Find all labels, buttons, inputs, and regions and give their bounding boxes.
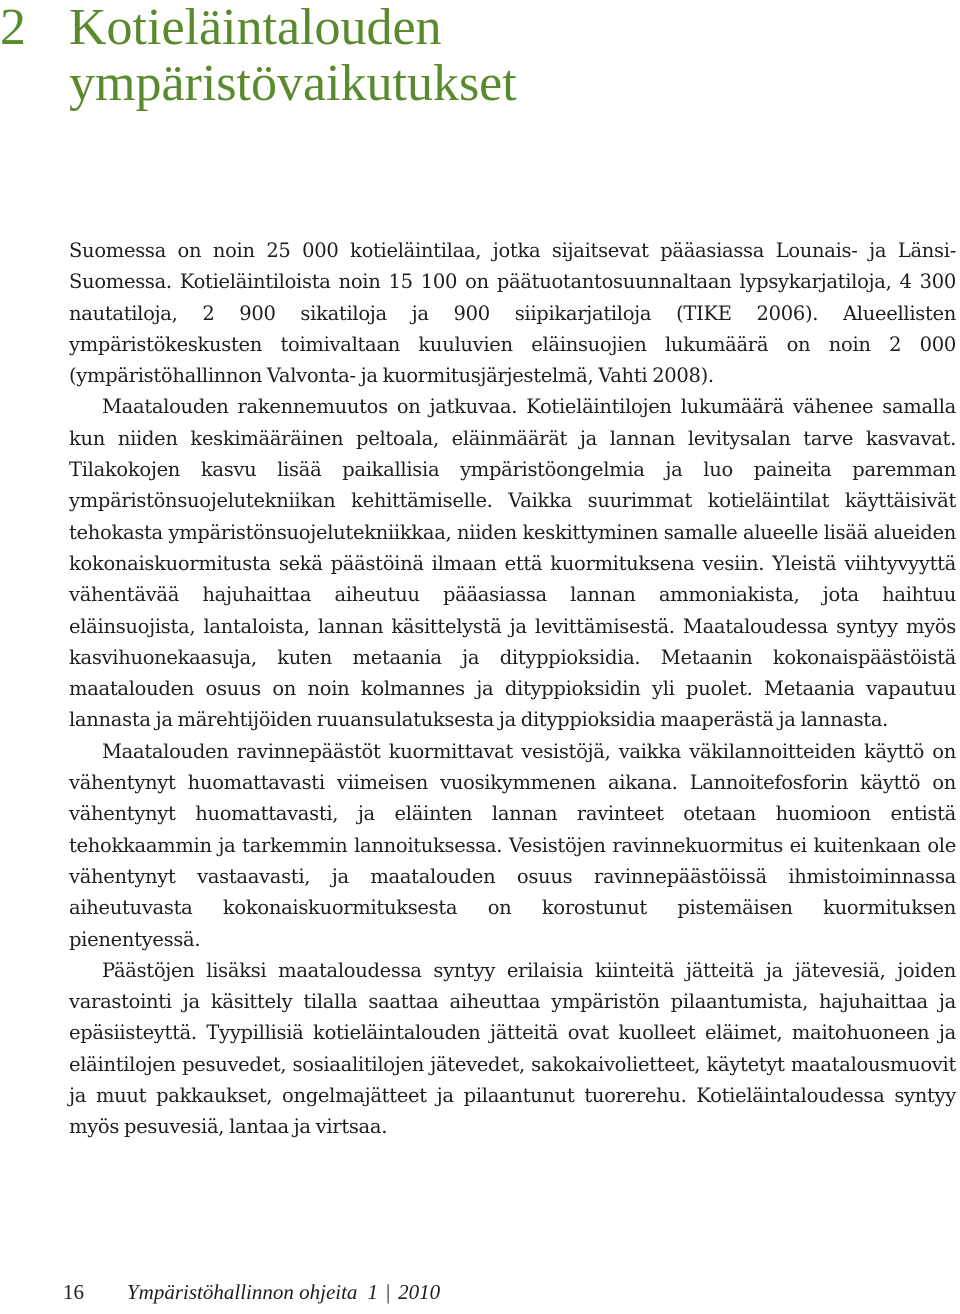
- publication-issue: 1: [367, 1280, 378, 1304]
- paragraph-4: Päästöjen lisäksi maataloudessa syntyy erilaisia kiinteitä jätteitä ja jätevesiä, joiden varastointi ja käsittely tilalla saattaa aiheuttaa ympäristön pilaantumista, hajuhaittaa ja epäsiisteyttä. Tyypillisiä kotieläintalouden jätteitä ovat kuolleet eläimet, maitohuoneen ja eläintilojen pesuvedet, sosiaalitilojen jätevedet, sakokaivolietteet, käytetyt maatalousmuovit ja muut pakkaukset, ongelmajätteet ja pilaantunut tuorerehu. Kotieläintaloudessa syntyy myös pesuvesiä, lantaa ja virtsaa.: [69, 958, 956, 1139]
- paragraph-1: Suomessa on noin 25 000 kotieläintilaa, jotka sijaitsevat pääasiassa Lounais- ja Länsi-Suomessa. Kotieläintiloista noin 15 100 on päätuotantosuunnaltaan lypsykarjatiloja, 4 300 nautatiloja, 2 900 sikatiloja ja 900 siipikarjatiloja (TIKE 2006). Alueellisten ympäristökeskusten toimivaltaan kuuluvien eläinsuojien lukumäärä on noin 2 000 (ympäristöhallinnon Valvonta- ja kuormitusjärjestelmä, Vahti 2008).: [69, 239, 956, 388]
- publication-name: Ympäristöhallinnon ohjeita: [127, 1280, 358, 1304]
- page-footer: [63, 1280, 440, 1310]
- paragraph-3: Maatalouden ravinnepäästöt kuormittavat vesistöjä, vaikka väkilannoitteiden käyttö on vähentynyt huomattavasti viimeisen vuosikymmenen aikana. Lannoitefosforin käyttö on vähentynyt huomattavasti, ja eläinten lannan ravinteet otetaan huomioon entistä tehokkaammin ja tarkemmin lannoituksessa. Vesistöjen ravinnekuormitus ei kuitenkaan ole vähentynyt vastaavasti, ja maatalouden osuus ravinnepäästöissä ihmistoiminnassa aiheutuvasta kokonaiskuormituksesta on korostunut pistemäisen kuormituksen pienentyessä.: [69, 739, 956, 951]
- body-text: [69, 235, 956, 1143]
- chapter-number: 2: [0, 0, 26, 56]
- paragraph-2: Maatalouden rakennemuutos on jatkuvaa. Kotieläintilojen lukumäärä vähenee samalla kun niiden keskimääräinen peltoala, eläinmäärät ja lannan levitysalan tarve kasvavat. Tilakokojen kasvu lisää paikallisia ympäristöongelmia ja luo paineita paremman ympäristönsuojelutekniikan kehittämiselle. Vaikka suurimmat kotieläintilat käyttäisivät tehokasta ympäristönsuojelutekniikkaa, niiden keskittyminen samalle alueelle lisää alueiden kokonaiskuormitusta sekä päästöinä ilmaan että kuormituksena vesiin. Yleistä viihtyvyyttä vähentävää hajuhaittaa aiheutuu pääasiassa lannan ammoniakista, jota haihtuu eläinsuojista, lantaloista, lannan käsittelystä ja levittämisestä. Maataloudessa syntyy myös kasvihuonekaasuja, kuten metaania ja dityppioksidia. Metaanin kokonaispäästöistä maatalouden osuus on noin kolmannes ja dityppioksidin yli puolet. Metaania vapautuu lannasta ja märehtijöiden ruuansulatuksesta ja dityppioksidia maaperästä ja lannasta.: [69, 395, 956, 732]
- footer-separator: |: [385, 1280, 391, 1304]
- chapter-title-line-2: ympäristövaikutukset: [69, 55, 517, 112]
- page-number: 16: [63, 1280, 84, 1304]
- publication-year: 2010: [398, 1280, 441, 1304]
- chapter-title: [69, 0, 669, 112]
- chapter-title-line-1: Kotieläintalouden: [69, 0, 442, 56]
